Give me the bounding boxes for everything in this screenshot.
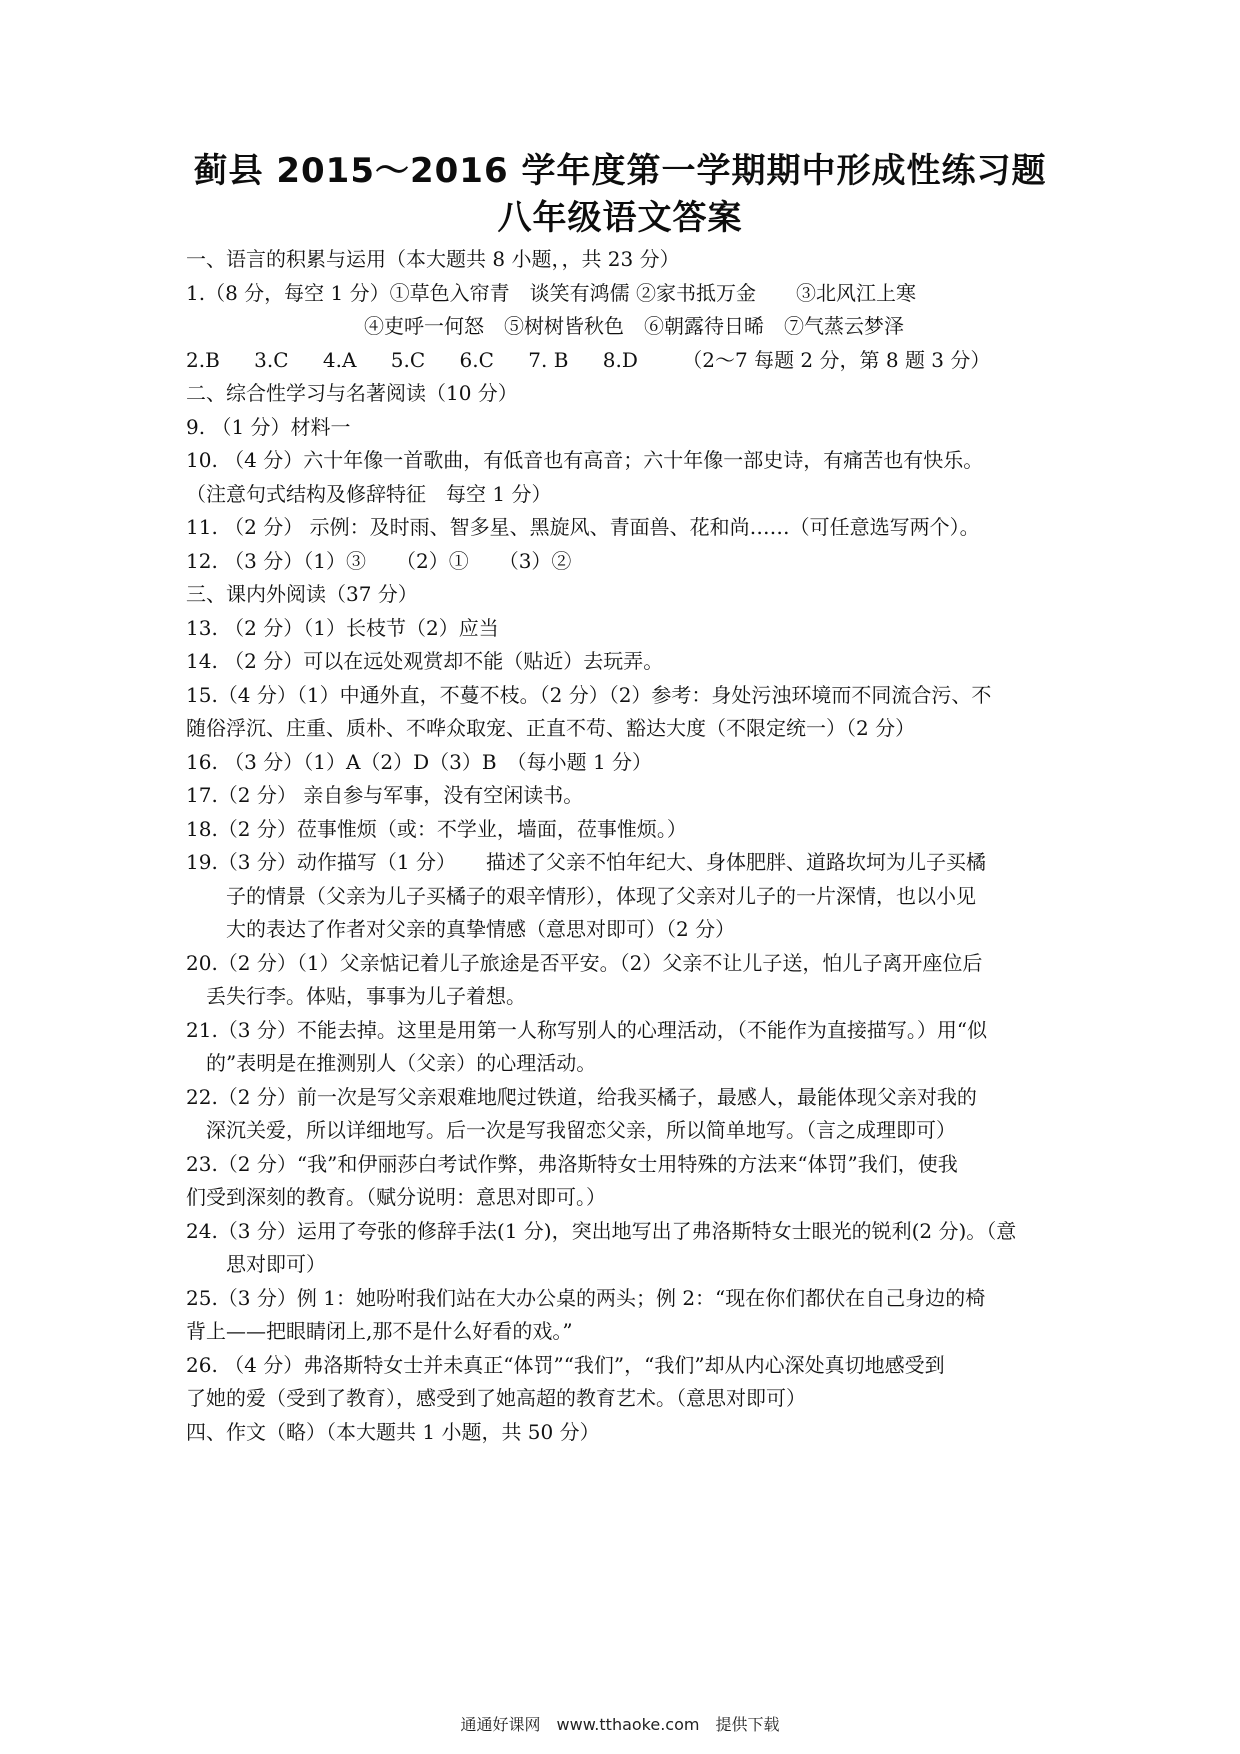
answer-q25-line1: 25.（3 分）例 1：她吩咐我们站在大办公桌的两头；例 2：“现在你们都伏在自己身边的椅	[186, 1285, 986, 1310]
answer-q20-line2: 丢失行李。体贴，事事为儿子着想。	[206, 984, 526, 1008]
answer-q25-line2: 背上——把眼睛闭上,那不是什么好看的戏。”	[186, 1319, 573, 1343]
document-subtitle: 八年级语文答案	[497, 198, 743, 238]
answer-q16: 16. （3 分）（1）A（2）D（3）B （每小题 1 分）	[186, 749, 653, 774]
answer-q21-line2: 的”表明是在推测别人（父亲）的心理活动。	[206, 1051, 597, 1075]
answer-q13: 13. （2 分）（1）长枝节（2）应当	[186, 615, 499, 640]
section-heading-3: 三、课内外阅读（37 分）	[186, 582, 418, 606]
answer-q6: 6.C	[459, 347, 494, 372]
answer-q26-line2: 了她的爱（受到了教育），感受到了她高超的教育艺术。（意思对即可）	[186, 1386, 806, 1410]
answer-q1-line1: 1.（8 分，每空 1 分）①草色入帘青 谈笑有鸿儒 ②家书抵万金 ③北风江上寒	[186, 280, 916, 305]
answer-q26-line1: 26. （4 分）弗洛斯特女士并未真正“体罚”“我们”，“我们”却从内心深处真切地感受到	[186, 1352, 945, 1377]
answer-q22-line2: 深沉关爱，所以详细地写。后一次是写我留恋父亲，所以简单地写。（言之成理即可）	[206, 1118, 956, 1142]
multiple-choice-scoring-note: （2～7 每题 2 分，第 8 题 3 分）	[682, 347, 991, 372]
answer-q3: 3.C	[254, 347, 289, 372]
answer-q14: 14. （2 分）可以在远处观赏却不能（贴近）去玩弄。	[186, 649, 664, 673]
answer-q7: 7. B	[528, 347, 569, 372]
answer-q19-line3: 大的表达了作者对父亲的真挚情感（意思对即可）（2 分）	[226, 917, 736, 941]
answer-q23-line1: 23.（2 分）“我”和伊丽莎白考试作弊，弗洛斯特女士用特殊的方法来“体罚”我们，使我	[186, 1151, 958, 1176]
answer-q20-line1: 20.（2 分）（1）父亲惦记着儿子旅途是否平安。（2）父亲不让儿子送，怕儿子离开座位后	[186, 950, 983, 975]
answer-q18: 18.（2 分）莅事惟烦（或：不学业，墙面，莅事惟烦。）	[186, 816, 687, 841]
section-heading-1: 一、语言的积累与运用（本大题共 8 小题，，共 23 分）	[186, 247, 680, 271]
document-title: 蓟县 2015～2016 学年度第一学期期中形成性练习题	[193, 151, 1047, 191]
answer-q24-line1: 24.（3 分）运用了夸张的修辞手法(1 分)，突出地写出了弗洛斯特女士眼光的锐利(2 分)。（意	[186, 1218, 1017, 1243]
answer-q21-line1: 21.（3 分）不能去掉。这里是用第一人称写别人的心理活动，（不能作为直接描写。）用“似	[186, 1017, 988, 1042]
answer-q23-line2: 们受到深刻的教育。（赋分说明：意思对即可。）	[186, 1185, 606, 1209]
answer-q24-line2: 思对即可）	[226, 1252, 326, 1276]
answer-q19-line2: 子的情景（父亲为儿子买橘子的艰辛情形），体现了父亲对儿子的一片深情，也以小见	[226, 883, 976, 908]
answer-q4: 4.A	[322, 347, 357, 372]
answer-q12: 12. （3 分）（1）③ （2）① （3）②	[186, 548, 572, 573]
answer-q19-line1: 19.（3 分）动作描写（1 分） 描述了父亲不怕年纪大、身体肥胖、道路坎坷为儿子买橘	[186, 850, 986, 874]
answer-q17: 17.（2 分） 亲自参与军事，没有空闲读书。	[186, 783, 584, 807]
answer-q5: 5.C	[390, 347, 426, 372]
answer-q1-line2: ④吏呼一何怒 ⑤树树皆秋色 ⑥朝露待日晞 ⑦气蒸云梦泽	[364, 314, 904, 338]
answer-q2: 2.B	[186, 347, 220, 372]
answer-q11: 11. （2 分） 示例：及时雨、智多星、黑旋风、青面兽、花和尚……（可任意选写两个）。	[186, 515, 980, 539]
answer-key-body	[186, 243, 1066, 1449]
answer-q10-line1: 10. （4 分）六十年像一首歌曲，有低音也有高音；六十年像一部史诗，有痛苦也有快乐。	[186, 448, 984, 472]
answer-q10-line2: （注意句式结构及修辞特征 每空 1 分）	[186, 481, 552, 506]
answer-multiple-choice-row	[186, 344, 1066, 378]
answer-q9: 9. （1 分）材料一	[186, 414, 351, 439]
page-footer: 通通好课网 www.tthaoke.com 提供下载	[460, 1715, 780, 1734]
answer-q15-line2: 随俗浮沉、庄重、质朴、不哗众取宠、正直不苟、豁达大度（不限定统一）（2 分）	[186, 716, 916, 740]
section-heading-2: 二、综合性学习与名著阅读（10 分）	[186, 381, 518, 405]
answer-q15-line1: 15.（4 分）（1）中通外直，不蔓不枝。（2 分）（2）参考：身处污浊环境而不同流合污、不	[186, 682, 992, 707]
answer-q8: 8.D	[602, 347, 638, 372]
answer-q22-line1: 22.（2 分）前一次是写父亲艰难地爬过铁道，给我买橘子，最感人，最能体现父亲对我的	[186, 1084, 977, 1109]
section-heading-4: 四、作文（略）（本大题共 1 小题，共 50 分）	[186, 1419, 600, 1444]
